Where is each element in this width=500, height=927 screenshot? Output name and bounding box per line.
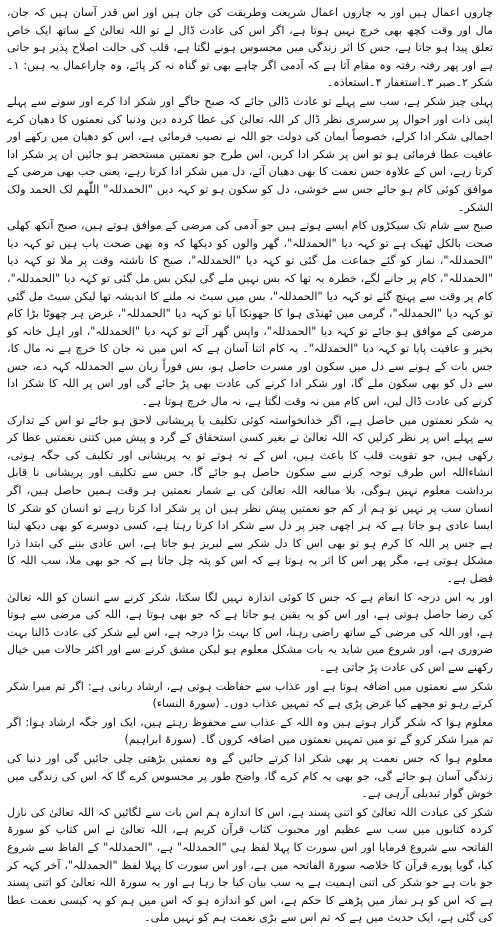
- paragraph-hardship: یہ شکر نعمتوں میں حاصل ہے، اگر خدانخواستہ کوئی تکلیف یا پریشانی لاحق ہو جائے تو اس کے تدارک سے پہلے اس پر نظر کرلیں کہ اللہ تعالیٰ نے بغیر کسی استحقاق کے گرد و پیش میں کتنی نعمتیں عطا کر رکھی ہیں، جو تقویت قلب کا باعث ہیں، اس کے نہ ہوتے تو یہ پریشانی اور تکلیف کی جگہ ہوتی، انشاءاللہ اس طرف توجہ کرنے سے سکون حاصل ہو جائے گا، جس سے تکلیف اور پریشانی نا قابل برداشت معلوم نہیں ہوگی، بلا مبالغہ اللہ تعالیٰ کی بے شمار نعمتیں ہر وقت ہمیں حاصل ہیں، اگر انسان سب پر نہیں تو ہم از کم جو نعمتیں پیش نظر ہیں ان پر شکر ادا کرتا رہے تو انسان کو شکر کا ایسا عادی ہو جاتا ہے کہ ہر اچھی چیز پر دل سے شکر ادا کرتا رہتا ہے، کسی دوسرے کو بھی دیکھ لیتا ہے جس پر اللہ کا کرم ہو تو بھی اس کا دل شکر سے لبریز ہو جاتا ہے، اس عادی بننے کی ابتدا ذرا مشکل ہوتی ہے، مگر پھر اس کا اثر یہ ہوتا ہے کہ اس کو پتہ چل جاتا ہے کہ جو بھی ملا، سب اللہ کا فضل ہے۔: [7, 413, 493, 585]
- paragraph-quran-ibrahim: معلوم ہوا کہ شکر گزار ہوتے ہیں وہ اللہ کے عذاب سے محفوظ رہتے ہیں، ایک اور جگہ ارشاد ہوا: اگر تم میرا شکر کرو گے تو میں تمہیں نعمتوں میں اضافہ کروں گا۔ (سورۃ ابراہیم): [7, 715, 493, 747]
- paragraph-reward: اور یہ اس درجہ کا انعام ہے کہ جس کا کوئی اندازہ نہیں لگا سکتا، شکر کرنے سے انسان کو اللہ تعالیٰ کی رضا حاصل ہوتی ہے، اور اس کو یہ یقین ہو جاتا ہے کہ جو بھی ہوتا ہے، اللہ کی مرضی سے ہوتا ہے، اور اللہ کی مرضی کے ساتھ راضی رہنا، اس کا بہت بڑا درجہ ہے، اس لیے شکر کی عادت ڈالنا بہت ضروری ہے، اور شروع میں شاید یہ بات مشکل معلوم ہو لیکن مشق کرنے سے اور اکثر حالات میں خیال رکھنے سے اس کی عادت پڑ جاتی ہے۔: [7, 590, 493, 674]
- paragraph-fatiha: شکر کی عبادت اللہ تعالیٰ کو اتنی پسند ہے، اس کا اندازہ ہم اس بات سے لگائیں کہ اللہ تعالیٰ کی نازل کردہ کتابوں میں سب سے عظیم اور محبوب کتاب قرآن کریم ہے، اللہ تعالیٰ نے اس کتاب کو سورۃ الفاتحہ سے شروع فرمایا اور اس سورت کا پہلا لفظ ہی "الحمدللہ" ہے، "الحمدللہ" کے الفاظ سے شروع کیا، گویا پورے قرآن کا خلاصہ سورۃ الفاتحہ میں ہے، اور اس سورت کا پہلا لفظ "الحمدللہ"، آخر کہہ کر جو بات ہے جو شکر کی اتنی اہمیت ہے یہ سب بیان کیا جا رہا ہے اور یہ سورۃ اللہ تعالیٰ کو اتنی پسند ہے کہ اس کو ہر نماز میں پڑھنے کا حکم ہے، اس کو اندازہ ہو کہ اس میں ہم کو یہ کیسی نعمت عطا کی گئی ہے، ایک حدیث میں ہے کہ تم اس سے بڑی نعمت ہم کو نہیں ملی۔: [7, 805, 493, 925]
- paragraph-quran-nisa: شکر سے نعمتوں میں اضافہ ہوتا ہے اور عذاب سے حفاظت ہوتی ہے، ارشاد ربانی ہے: اگر تم میرا شکر کرتے رہو تو مجھے کیا غرض پڑی ہے کہ تمہیں عذاب دوں۔ (سورۃ النساء): [7, 679, 493, 711]
- paragraph-increase: معلوم ہوا کہ جس نعمت پر بھی شکر ادا کرتے جائیں گے وہ نعمتیں بڑھتی چلی جائیں گی اور دنیا کی زندگی آسان ہو جائے گی، جو بھی یہ کام کرے گا، واضح طور پر محسوس کرے گا کہ اس کی زندگی میں خوش گوار تبدیلی آرہی ہے۔: [7, 751, 493, 801]
- paragraph-daily-examples: صبح سے شام تک سیکڑوں کام ایسے ہوتے ہیں جو آدمی کی مرضی کے موافق ہوتے ہیں، صبح آنکھ کھلی صحت بالکل ٹھیک ہے تو کہہ دیا "الحمدللہ"، گھر والوں کو دیکھا کہ وہ بھی صحت یاب ہیں تو کہہ دیا "الحمدللہ"، نماز کو گئے جماعت مل گئی تو کہہ دیا "الحمدللہ"، صبح کا ناشتہ وقت پر ملا تو کہہ دیا "الحمدللہ"، کام پر جانے لگے، خطرہ یہ تھا کہ بس نہیں ملے گی لیکن بس مل گئی تو کہہ دیا "الحمدللہ"، کام پر وقت سے پہنچ گئے تو کہہ دیا "الحمدللہ"، بس میں سیٹ نہ ملنے کا اندیشہ تھا لیکن سیٹ مل گئی تو کہہ دیا "الحمدللہ"، گرمی میں ٹھنڈی ہوا کا جھونکا آیا تو کہہ دیا "الحمدللہ"، غرض ہر چھوٹا بڑا کام مرضی کے موافق ہو جائے تو کہہ دیا "الحمدللہ"، واپس گھر آئے تو کہہ دیا "الحمدللہ"، اور اہل خانہ کو بخیر و عافیت پایا تو کہہ دیا "الحمدللہ"۔ یہ کام اتنا آسان ہے کہ اس میں نہ جان کا خرچ ہے نہ مال کا، جس بات کے ہونے سے دل میں سکون اور مسرت حاصل ہو، بس فوراً زبان سے الحمدللہ کہہ دے، جس سے دل کو بھی سکون ملے گا، اور شکر ادا کرنے کی عادت بھی پڑ جائے گی اور اس پر اللہ کا شکر ادا کرنے کی عادت ڈال لیں، اس کام میں نہ وقت لگتا ہے، نہ مال خرچ ہوتا ہے۔: [7, 219, 493, 409]
- paragraph-intro: چاروں اعمال ہیں اور یہ چاروں اعمال شریعت وطریقت کی جان ہیں اور اس قدر آسان ہیں کہ جان، مال اور وقت کچھ بھی خرچ نہیں ہوتا ہے، اگر اس کی عادت ڈال لے تو اللہ تعالیٰ کے ساتھ ایک خاص تعلق پیدا ہو جاتا ہے، جس کا اثر زندگی میں محسوس ہونے لگتا ہے، قلب کی حالت اصلاح پذیر ہو جاتی ہے اور پھر رفتہ رفتہ وہ مقام آتا ہے کہ آدمی اگر چاہے بھی تو گناہ نہ کر پائے، وہ چاراعمال یہ ہیں: ۱۔شکر ۲۔صبر ۳۔استغفار ۴۔استعاذہ۔: [7, 6, 493, 90]
- paragraph-shukr-intro: پہلی چیز شکر ہے، سب سے پہلے تو عادت ڈالی جائے کہ صبح جاگے اور شکر ادا کرے اور سونے سے پہلے اپنی ذات اور احوال پر سرسری نظر ڈال کر اللہ تعالیٰ کی عطا کردہ دین ودنیا کی نعمتوں کا دھیان کرے اجمالی شکر ادا کرلے، خصوصاً ایمان کی دولت جو اللہ نے نصیب فرمائی ہے، اس کو دھیان میں رکھے اور عافیت عطا فرمائی ہو تو اس پر شکر ادا کریں، اس طرح جو نعمتیں مستحضر ہو جائیں ان پر شکر ادا کرتا رہے، اس کے علاوہ جس نعمت کا بھی دھیان آئے، دل میں شکر ادا کرتا رہے، یعنی جب بھی مرضی کے موافق کوئی کام ہو جائے جس سے خوشی، دل کو سکون ہو تو کہہ دیں "الحمدللہ" اللّٰھم لک الحمد ولک الشکر۔: [7, 94, 493, 214]
